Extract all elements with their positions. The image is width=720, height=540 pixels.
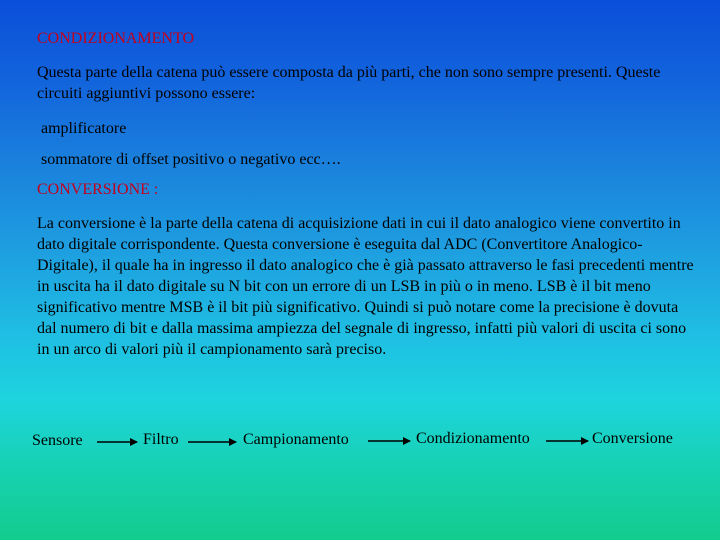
flow-stage-conversione: Conversione [592, 430, 673, 447]
flow-stage-campionamento: Campionamento [243, 431, 349, 448]
conditioning-item-offset: sommatore di offset positivo o negativo ecc…. [41, 151, 341, 168]
flow-stage-filtro: Filtro [143, 431, 179, 448]
conditioning-heading: CONDIZIONAMENTO [37, 30, 195, 47]
flow-stage-sensore: Sensore [32, 432, 83, 449]
conditioning-item-amplifier: amplificatore [41, 120, 127, 137]
conversion-heading: CONVERSIONE : [37, 181, 159, 198]
conditioning-intro: Questa parte della catena può essere composta da più parti, che non sono sempre presenti. Queste circuiti aggiuntivi possono essere: [37, 64, 661, 102]
flow-stage-condizionamento: Condizionamento [416, 430, 530, 447]
conversion-body: La conversione è la parte della catena di acquisizione dati in cui il dato analogico viene convertito in dato digitale corrispondente. Questa conversione è eseguita dal ADC (Convertitore Analogico-Digitale), il quale ha in ingresso il dato analogico che è già passato attraverso le fasi precedenti mentre in uscita ha il dato digitale su N bit con un errore di un LSB in più o in meno. LSB è il bit meno significativo mentre MSB è il bit più significativo. Quindi si può notare come la precisione è dovuta dal numero di bit e dalla massima ampiezza del segnale di ingresso, infatti più valori di uscita ci sono in un arco di valori più il campionamento sarà preciso. [37, 215, 694, 358]
